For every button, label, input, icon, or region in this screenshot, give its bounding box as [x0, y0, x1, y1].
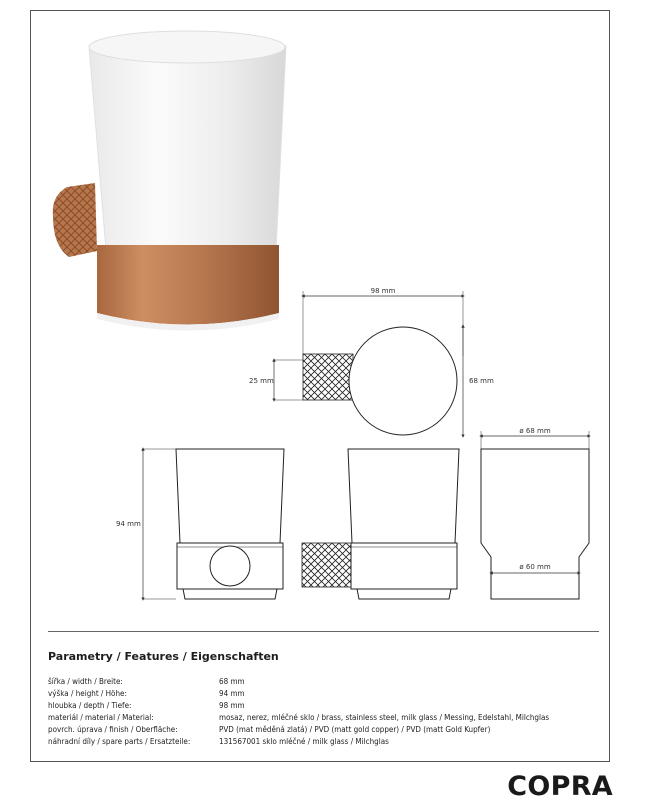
dim-height-front: 94 mm [116, 520, 141, 528]
feature-label: náhradní díly / spare parts / Ersatzteile: [48, 737, 191, 746]
side-view [116, 449, 284, 599]
feature-label: hloubka / depth / Tiefe: [48, 701, 132, 710]
feature-row [48, 700, 599, 712]
feature-value: 94 mm [219, 689, 245, 698]
feature-label: povrch. úprava / finish / Oberfläche: [48, 725, 178, 734]
feature-value: 131567001 sklo mléčné / milk glass / Milchglas [219, 737, 389, 746]
dim-holder-height: 25 mm [249, 377, 274, 385]
feature-row [48, 676, 599, 688]
feature-value: PVD (mat měděná zlatá) / PVD (matt gold copper) / PVD (matt Gold Kupfer) [219, 725, 491, 734]
feature-value: mosaz, nerez, mléčné sklo / brass, stainless steel, milk glass / Messing, Edelstahl, Milchglas [219, 713, 550, 722]
feature-value: 68 mm [219, 677, 245, 686]
feature-value: 98 mm [219, 701, 245, 710]
feature-label: výška / height / Höhe: [48, 689, 127, 698]
features-table [48, 676, 599, 748]
feature-label: materiál / material / Material: [48, 713, 154, 722]
feature-row [48, 724, 599, 736]
section-divider [48, 631, 599, 632]
dim-width-top: 98 mm [370, 287, 396, 295]
feature-label: šířka / width / Breite: [48, 677, 123, 686]
spec-sheet-frame [30, 10, 610, 762]
dim-height-top: 68 mm [469, 377, 494, 385]
dim-diameter-bottom: ø 60 mm [519, 563, 551, 571]
brand-name: COPRA [507, 771, 613, 802]
feature-row [48, 688, 599, 700]
technical-drawings [31, 11, 611, 631]
dim-diameter-top: ø 68 mm [519, 427, 551, 435]
top-view [249, 287, 494, 436]
section-view [481, 427, 589, 599]
features-heading: Parametry / Features / Eigenschaften [48, 650, 279, 663]
feature-row [48, 712, 599, 724]
front-view [302, 449, 459, 599]
feature-row [48, 736, 599, 748]
